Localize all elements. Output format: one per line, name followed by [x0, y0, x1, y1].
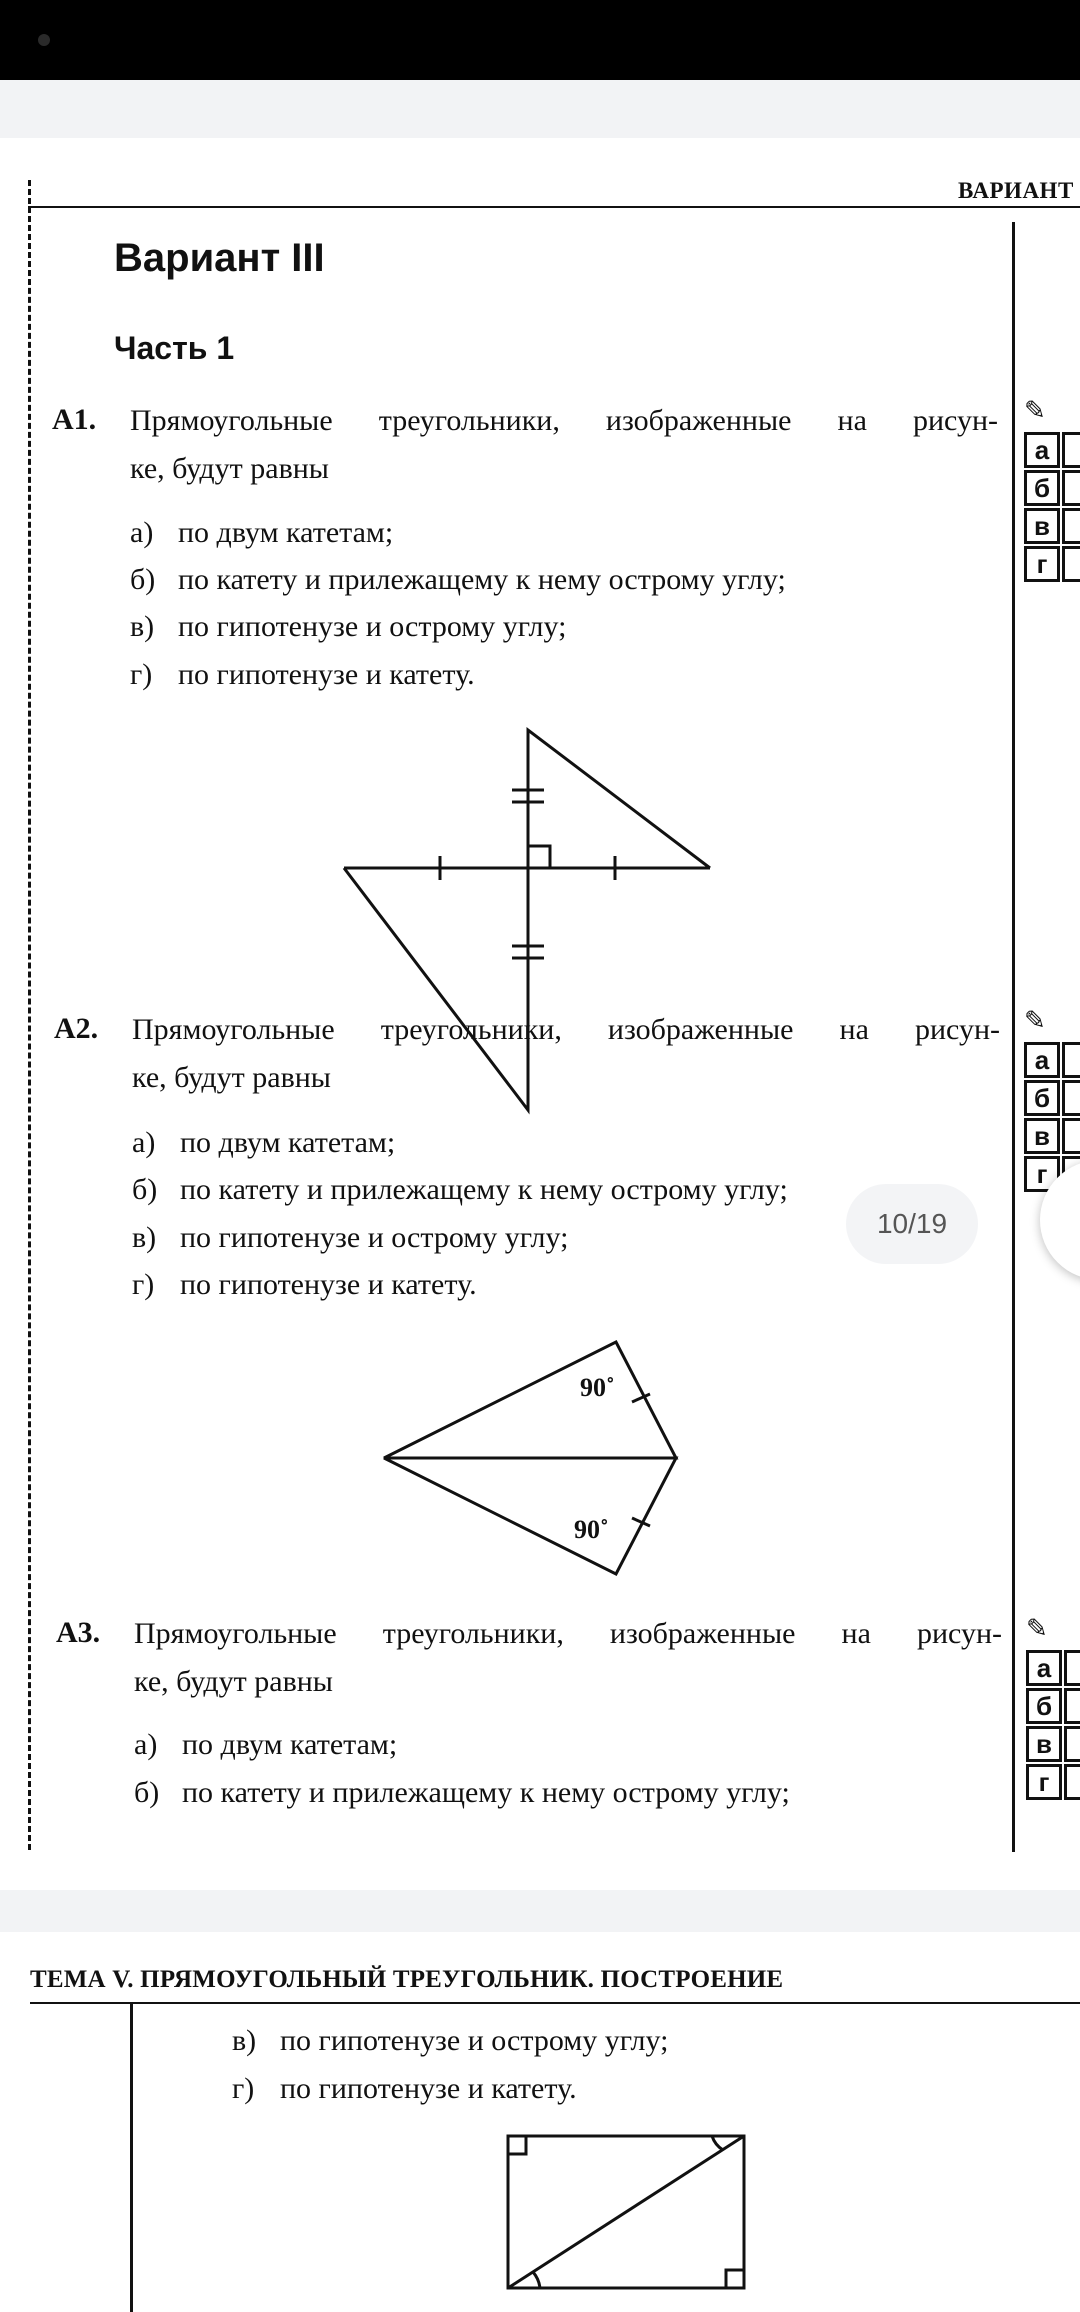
option-text: по гипотенузе и катету. [280, 2072, 577, 2105]
answer-input[interactable] [1064, 1688, 1080, 1724]
right-angle-mark [528, 846, 550, 868]
question-line: ке, будут равны [132, 1061, 331, 1094]
option-c [132, 1221, 568, 1255]
answer-cell-a[interactable]: а [1026, 1650, 1062, 1686]
answer-cell-b[interactable]: б [1024, 1080, 1060, 1116]
page-indicator: 10/19 [846, 1184, 978, 1264]
answer-cell-d[interactable]: г [1024, 546, 1060, 582]
answer-cell-d[interactable]: г [1024, 1156, 1060, 1192]
option-letter: г) [232, 2072, 255, 2105]
answer-cell-d[interactable]: г [1026, 1764, 1062, 1800]
option-letter: а) [130, 516, 154, 549]
answer-input[interactable] [1062, 1118, 1080, 1154]
option-c [130, 610, 566, 644]
option-letter: б) [130, 563, 156, 596]
question-text [132, 1006, 1000, 1102]
option-text: по двум катетам; [180, 1126, 396, 1159]
question-number: А2. [54, 1012, 99, 1045]
option-letter: г) [132, 1268, 155, 1301]
answer-cell-a[interactable]: а [1024, 1042, 1060, 1078]
document-page [0, 138, 1080, 1890]
option-text: по катету и прилежащему к нему острому углу; [180, 1173, 788, 1206]
triangle-upper [384, 1342, 676, 1458]
running-header: ВАРИАНТ [958, 178, 1074, 203]
option-b [132, 1173, 788, 1207]
pencil-check-icon: ✎ [1024, 1006, 1046, 1036]
margin-rule [130, 2002, 133, 2312]
answer-input[interactable] [1064, 1726, 1080, 1762]
page-title: Вариант III [114, 236, 325, 280]
option-text: по гипотенузе и острому углу; [280, 2024, 669, 2057]
option-d [232, 2072, 577, 2106]
question-line: Прямоугольные треугольники, изображенные на рисун- [130, 404, 998, 437]
option-d [132, 1268, 477, 1302]
answer-cell-c[interactable]: в [1026, 1726, 1062, 1762]
pencil-check-icon: ✎ [1026, 1614, 1048, 1644]
answer-cell-b[interactable]: б [1024, 470, 1060, 506]
figure-a3 [500, 2122, 760, 2312]
answer-input[interactable] [1062, 546, 1080, 582]
pencil-check-icon: ✎ [1024, 396, 1046, 426]
option-letter: г) [130, 658, 153, 691]
answer-cell-c[interactable]: в [1024, 1118, 1060, 1154]
option-text: по гипотенузе и катету. [180, 1268, 477, 1301]
option-text: по двум катетам; [182, 1728, 398, 1761]
option-text: по двум катетам; [178, 516, 394, 549]
answer-input[interactable] [1064, 1764, 1080, 1800]
answer-cell-b[interactable]: б [1026, 1688, 1062, 1724]
header-rule [28, 206, 1080, 208]
camera-dot [38, 34, 50, 46]
angle-label: 90˚ [574, 1515, 609, 1544]
part-heading: Часть 1 [114, 330, 235, 366]
option-text: по гипотенузе и острому углу; [178, 610, 567, 643]
answer-grid-a1 [1018, 396, 1080, 579]
option-text: по катету и прилежащему к нему острому углу; [182, 1776, 790, 1809]
header-rule [30, 2002, 1080, 2004]
option-text: по гипотенузе и острому углу; [180, 1221, 569, 1254]
option-d [130, 658, 475, 692]
answer-input[interactable] [1064, 1650, 1080, 1686]
question-line: Прямоугольные треугольники, изображенные на рисун- [132, 1013, 1000, 1046]
cut-line [28, 180, 31, 1850]
triangle-lower [384, 1458, 676, 1574]
angle-label: 90˚ [580, 1373, 615, 1402]
option-a [130, 516, 393, 550]
triangle-upper [528, 730, 710, 868]
option-letter: б) [134, 1776, 160, 1809]
answer-cell-a[interactable]: а [1024, 432, 1060, 468]
answer-grid-a2 [1018, 1006, 1080, 1189]
question-line: ке, будут равны [134, 1665, 333, 1698]
question-line: Прямоугольные треугольники, изображенные на рисун- [134, 1617, 1002, 1650]
option-letter: в) [130, 610, 155, 643]
status-bar [0, 0, 1080, 80]
answer-input[interactable] [1062, 470, 1080, 506]
option-letter: а) [134, 1728, 158, 1761]
question-number: А3. [56, 1616, 101, 1649]
figure-a2 [370, 1328, 690, 1588]
question-text [130, 397, 998, 493]
answer-input[interactable] [1062, 1080, 1080, 1116]
option-text: по катету и прилежащему к нему острому углу; [178, 563, 786, 596]
answer-input[interactable] [1062, 1042, 1080, 1078]
option-letter: б) [132, 1173, 158, 1206]
answer-cell-c[interactable]: в [1024, 508, 1060, 544]
option-letter: в) [132, 1221, 157, 1254]
running-header: ТЕМА V. ПРЯМОУГОЛЬНЫЙ ТРЕУГОЛЬНИК. ПОСТРОЕНИЕ [30, 1966, 784, 1993]
option-letter: а) [132, 1126, 156, 1159]
document-page-next [0, 1932, 1080, 2312]
option-c [232, 2024, 668, 2058]
diagonal [508, 2136, 744, 2288]
option-a [134, 1728, 397, 1762]
option-text: по гипотенузе и катету. [178, 658, 475, 691]
option-a [132, 1126, 395, 1160]
question-line: ке, будут равны [130, 452, 329, 485]
answer-grid-a3 [1020, 1614, 1080, 1797]
option-letter: в) [232, 2024, 257, 2057]
answer-input[interactable] [1062, 432, 1080, 468]
answer-column-rule [1012, 222, 1015, 1852]
answer-input[interactable] [1062, 508, 1080, 544]
question-text [134, 1610, 1002, 1706]
option-b [134, 1776, 790, 1810]
option-b [130, 563, 786, 597]
question-number: А1. [52, 403, 97, 436]
